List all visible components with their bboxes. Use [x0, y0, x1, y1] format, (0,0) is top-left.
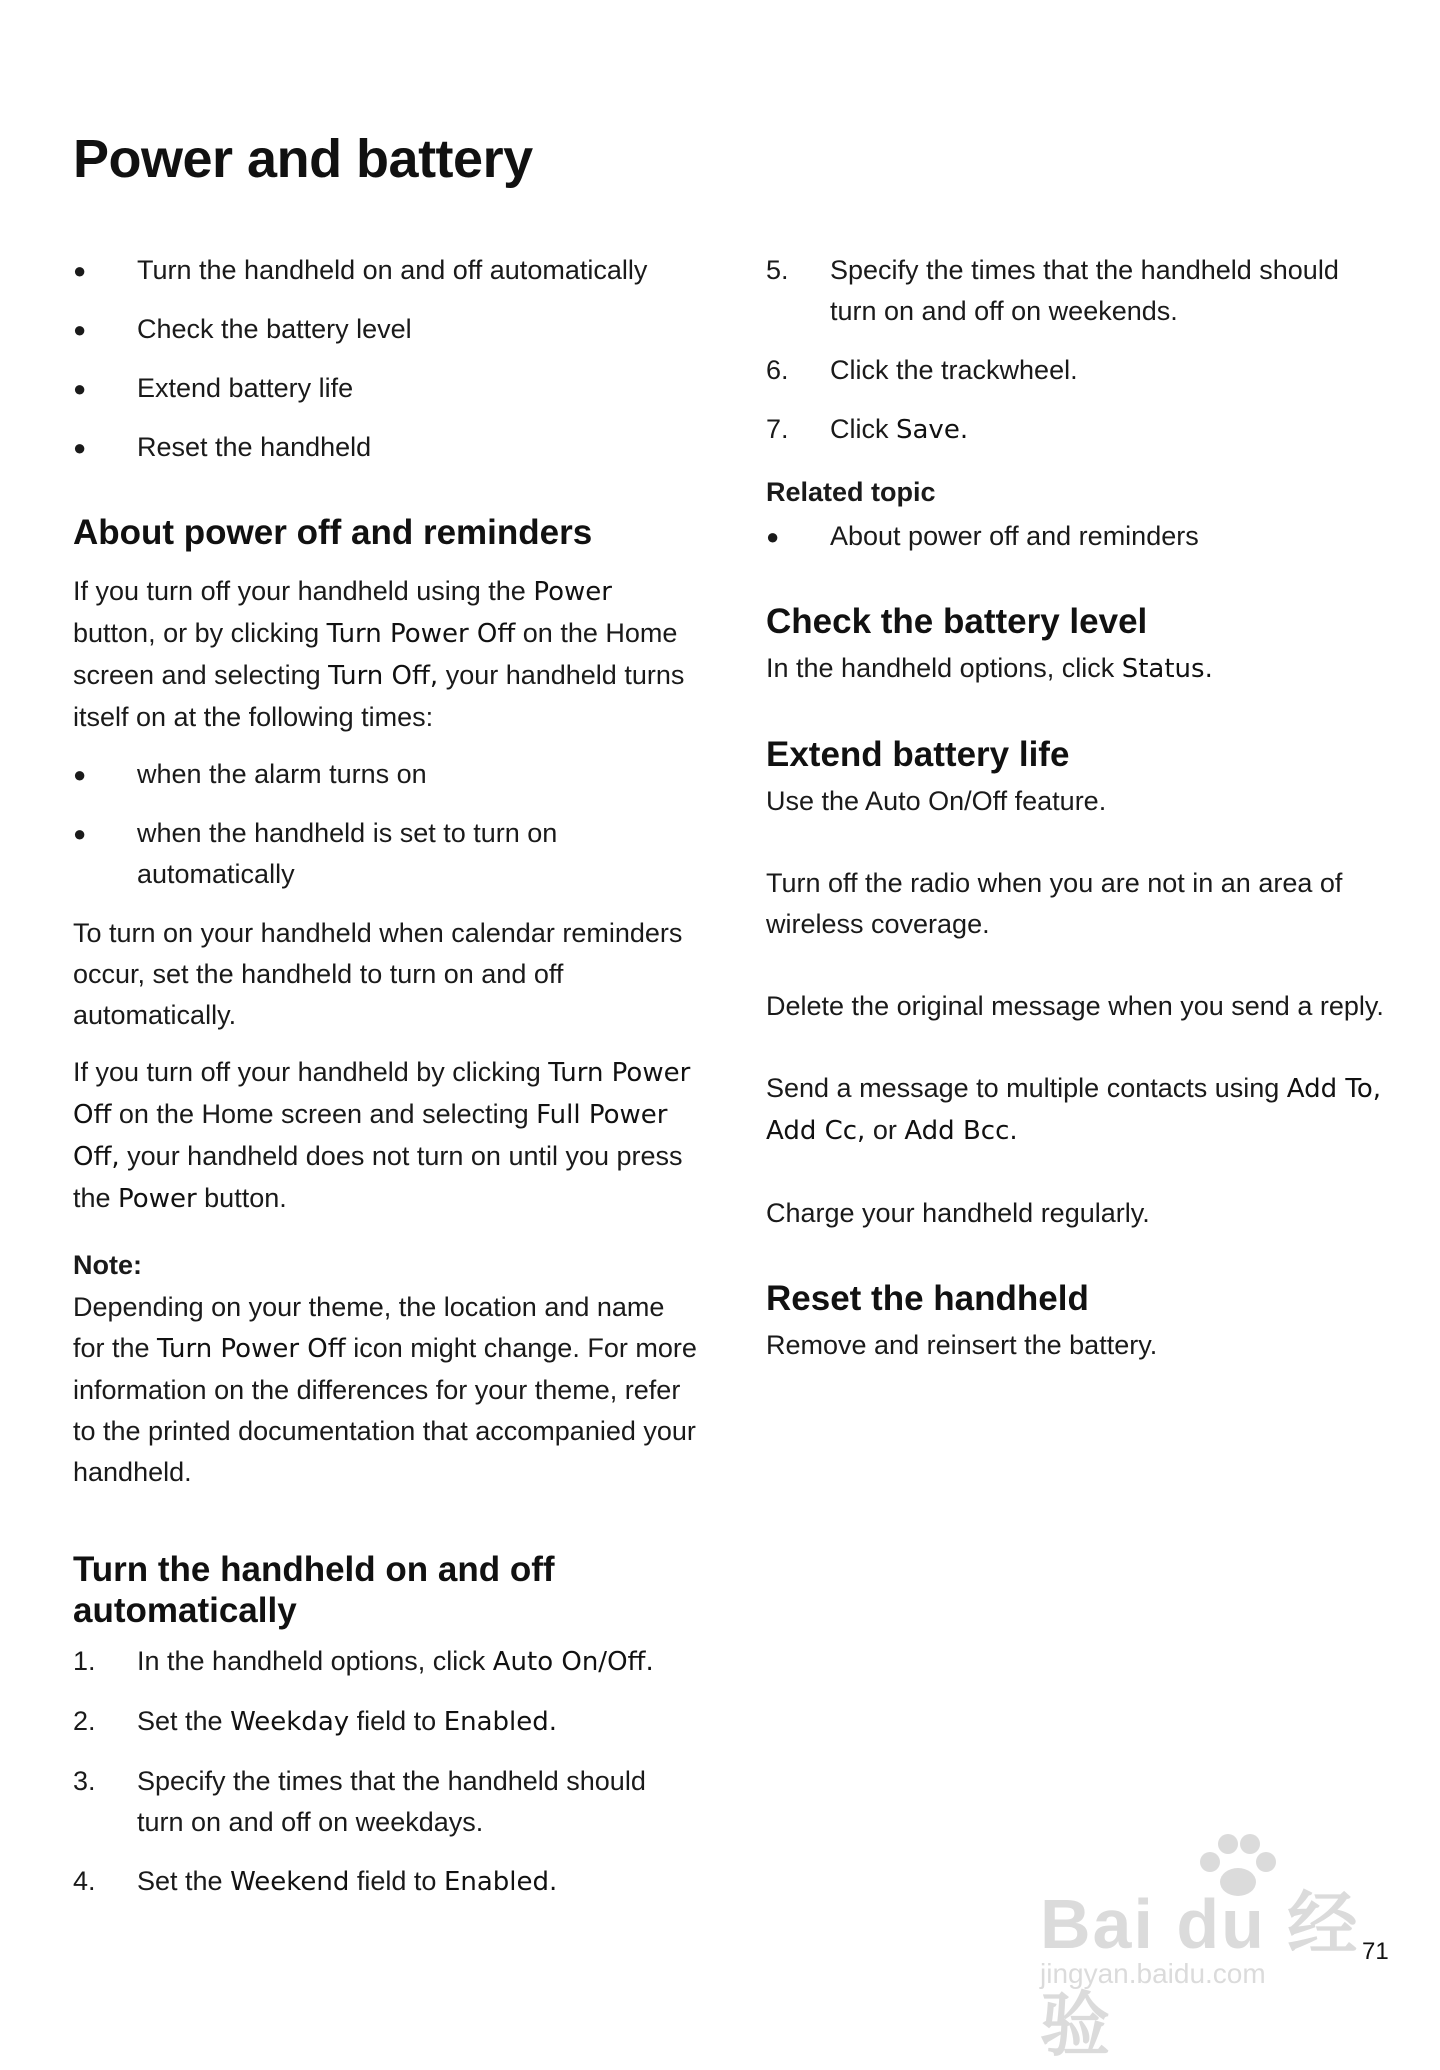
page-title: Power and battery [73, 129, 533, 189]
list-item: ● Check the battery level [73, 309, 698, 350]
watermark-url: jingyan.baidu.com [1040, 1958, 1266, 1989]
reset-heading: Reset the handheld [766, 1279, 1089, 1318]
list-item: ● when the handheld is set to turn on automatically [73, 813, 698, 895]
list-item: 5. Specify the times that the handheld should turn on and off on weekends. [766, 255, 1339, 326]
watermark-logo-text: Bai du 经验 [1040, 1885, 1360, 2064]
bullet-icon: ● [73, 821, 87, 846]
right-column [766, 250, 1391, 1382]
list-item: 2. Set the Weekday field to Enabled. [73, 1706, 558, 1737]
list-item: ● Extend battery life [73, 368, 698, 409]
extend-tip-1: Use the Auto On/Off feature. [766, 786, 1107, 816]
intro-bullet-list [73, 250, 698, 468]
list-item: 1. In the handheld options, click Auto On/Off. [73, 1646, 654, 1677]
extend-heading: Extend battery life [766, 735, 1070, 774]
extend-tip-3: Delete the original message when you send a reply. [766, 991, 1384, 1021]
note-text: Depending on your theme, the location and name for the Turn Power Off icon might change. For more information on the differences for your theme, refer to the printed documentation that accompanied your handheld. [73, 1292, 697, 1487]
bullet-icon: ● [73, 376, 87, 401]
list-item: ● Reset the handheld [73, 427, 698, 468]
auto-steps-continued [766, 250, 1391, 451]
bullet-icon: ● [766, 524, 780, 549]
about-heading: About power off and reminders [73, 513, 593, 552]
list-item: 3. Specify the times that the handheld should turn on and off on weekdays. [73, 1766, 646, 1837]
bullet-icon: ● [73, 317, 87, 342]
page-number: 71 [1362, 1938, 1389, 1965]
bullet-icon: ● [73, 762, 87, 787]
related-topic-label: Related topic [766, 477, 936, 507]
check-text: In the handheld options, click Status. [766, 653, 1213, 684]
list-item: 6. Click the trackwheel. [766, 355, 1078, 385]
auto-heading: Turn the handheld on and off automatically [73, 1550, 555, 1630]
list-item: ● when the alarm turns on [73, 754, 698, 795]
extend-tip-2: Turn off the radio when you are not in an area of wireless coverage. [766, 868, 1343, 939]
about-paragraph-3: If you turn off your handheld by clicking Turn Power Off on the Home screen and selecting Full Power Off, your handheld does not turn on until you press the Power button. [73, 1057, 691, 1214]
related-topic-list [766, 516, 1391, 557]
check-heading: Check the battery level [766, 602, 1148, 641]
about-bullet-list [73, 754, 698, 895]
auto-steps-list [73, 1641, 698, 1903]
list-item: ● Turn the handheld on and off automatically [73, 250, 698, 291]
left-column [73, 250, 698, 1921]
about-paragraph-2: To turn on your handheld when calendar reminders occur, set the handheld to turn on and off automatically. [73, 918, 683, 1030]
extend-tip-5: Charge your handheld regularly. [766, 1198, 1150, 1228]
reset-text: Remove and reinsert the battery. [766, 1330, 1158, 1360]
related-topic-link[interactable]: ● About power off and reminders [766, 516, 1391, 557]
bullet-icon: ● [73, 258, 87, 283]
note-label: Note: [73, 1250, 142, 1280]
extend-tip-4: Send a message to multiple contacts using Add To, Add Cc, or Add Bcc. [766, 1073, 1382, 1146]
list-item: 7. Click Save. [766, 414, 969, 445]
about-paragraph-1: If you turn off your handheld using the Power button, or by clicking Turn Power Off on the Home screen and selecting Turn Off, your handheld turns itself on at the following times: [73, 576, 685, 732]
baidu-watermark [1040, 1830, 1380, 2064]
bullet-icon: ● [73, 435, 87, 460]
list-item: 4. Set the Weekend field to Enabled. [73, 1866, 558, 1897]
